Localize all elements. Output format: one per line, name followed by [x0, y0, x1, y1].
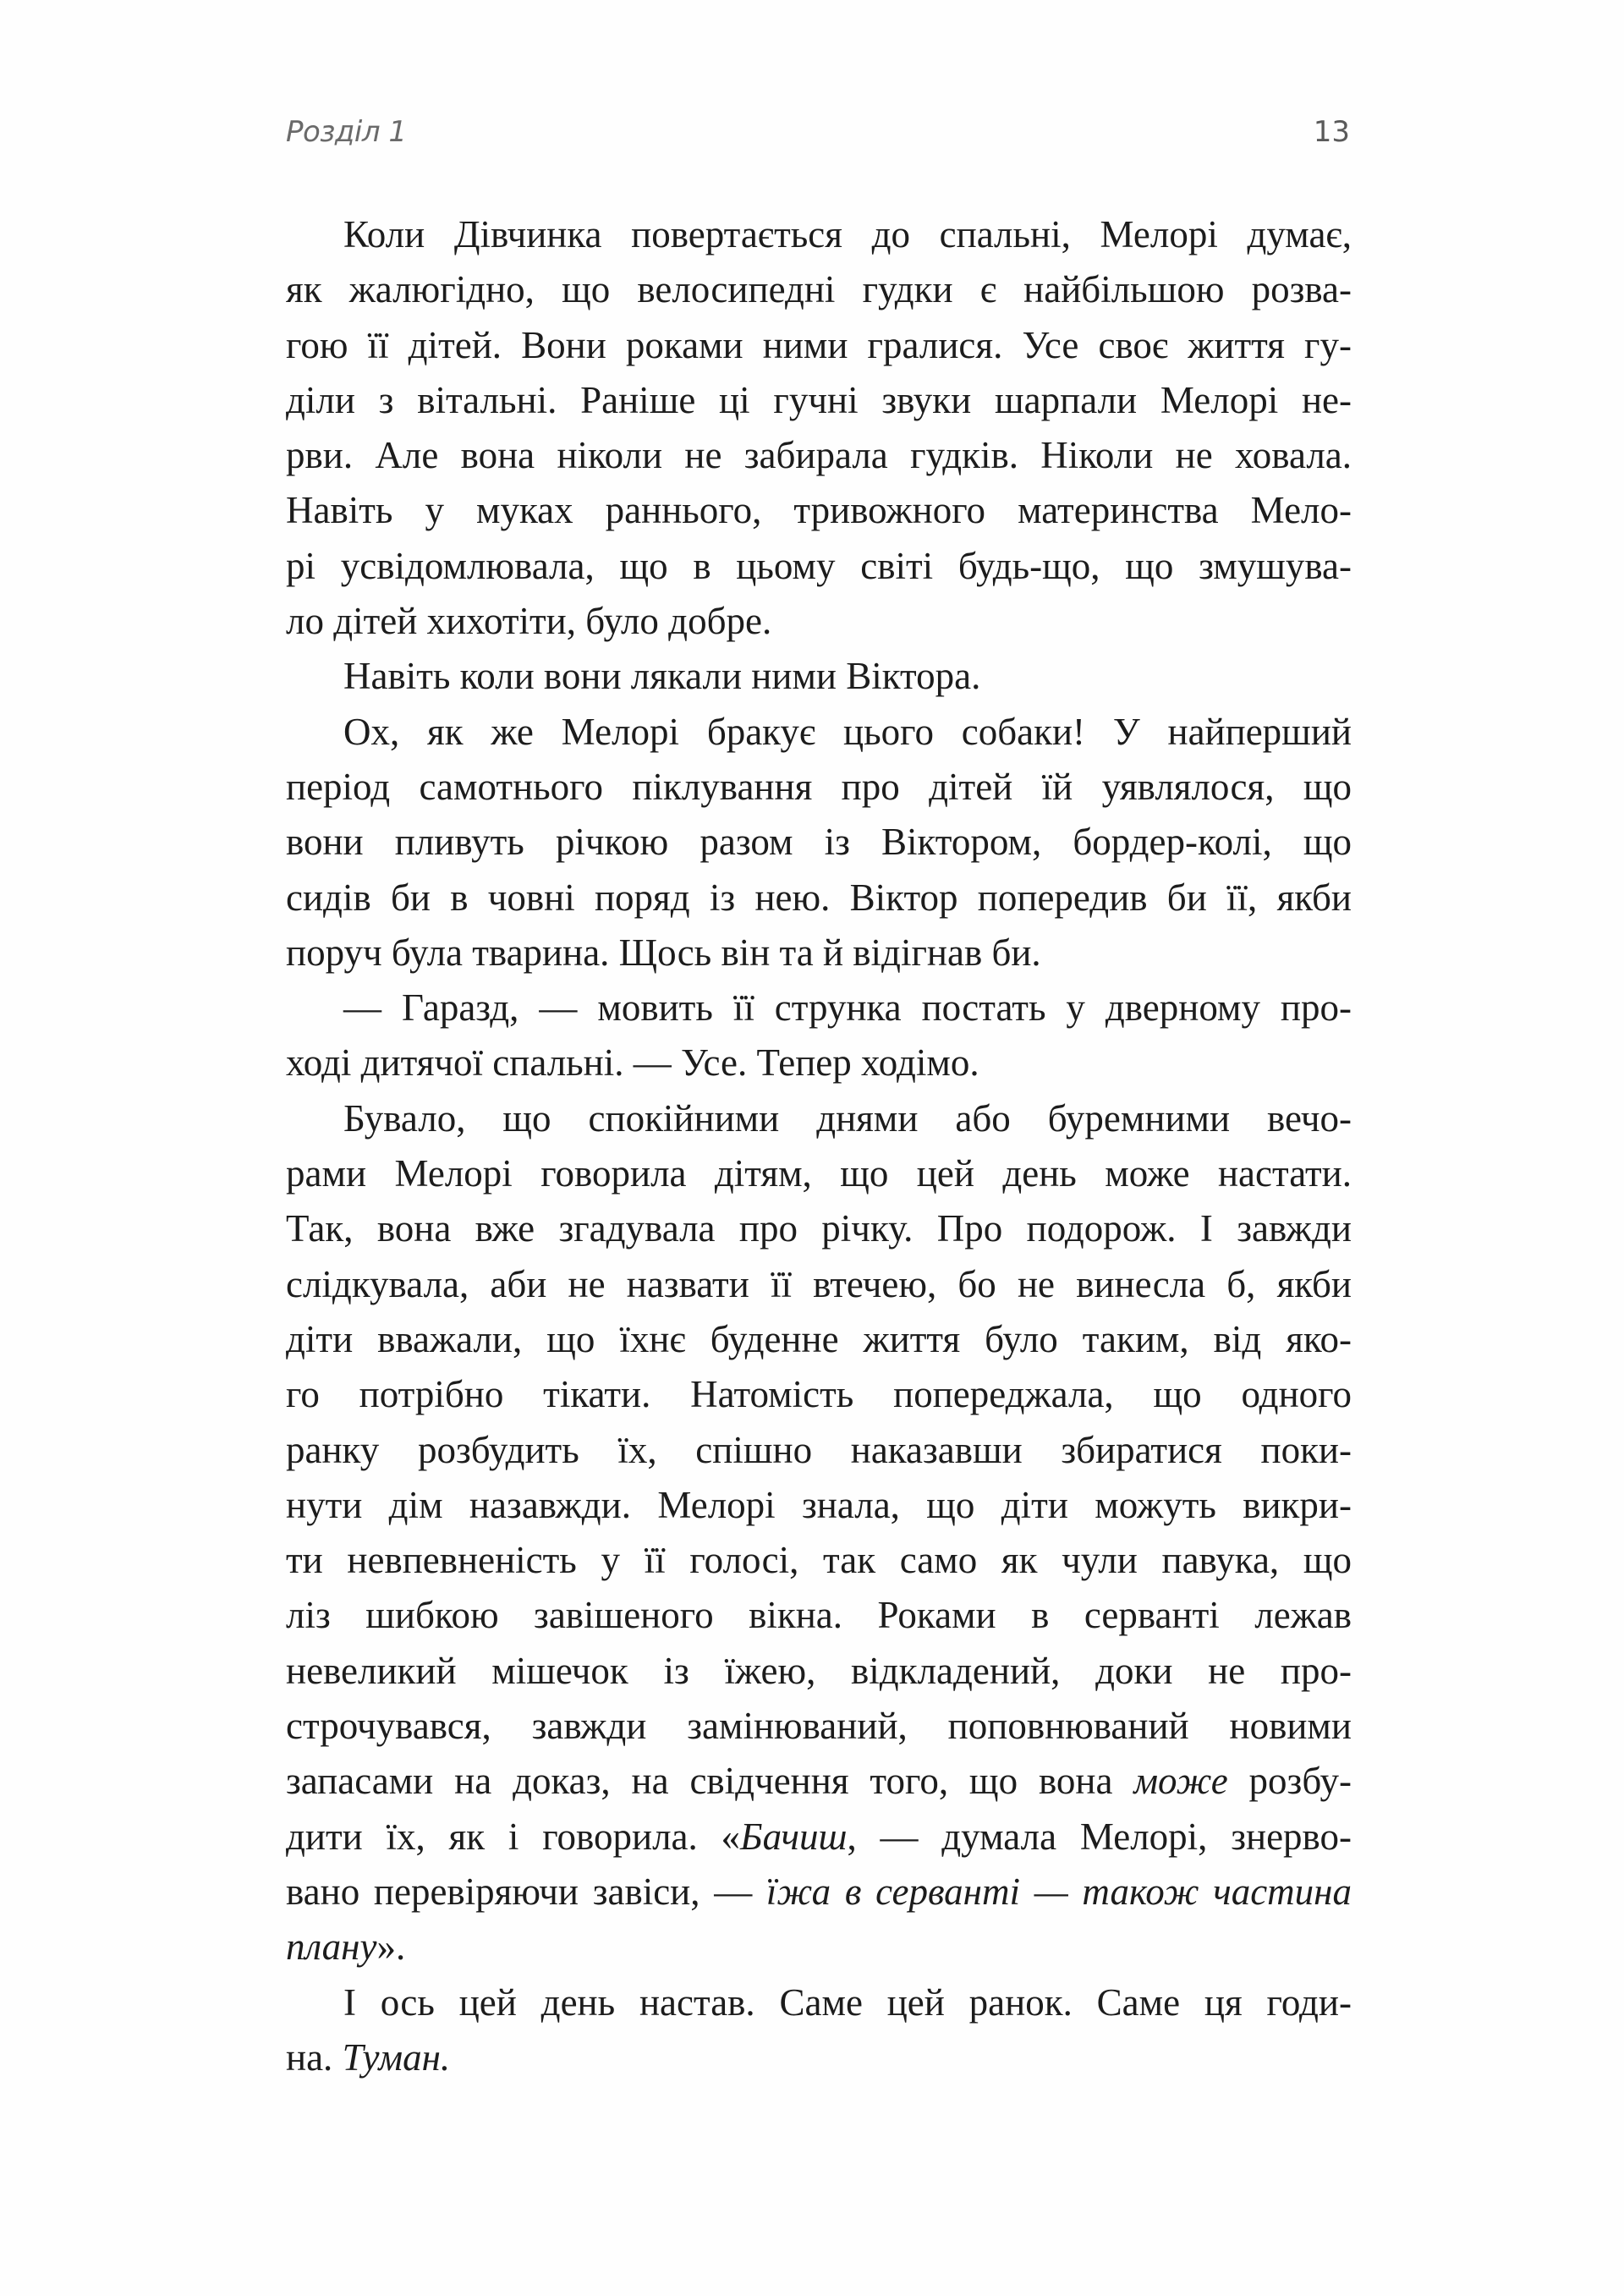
text-line: ти невпевненість у її голосі, так само як чули павука, що — [286, 1539, 1352, 1582]
text-line — [286, 1865, 1352, 1920]
text-line: ло дітей хихотіти, було добре. — [286, 600, 772, 643]
text-line: слідкувала, аби не назвати її втечею, бо не винесла б, якби — [286, 1262, 1352, 1305]
text-line: як жалюгідно, що велосипедні гудки є найбільшою розва- — [286, 268, 1352, 311]
italic-span: плану — [286, 1925, 377, 1969]
text-line — [286, 1754, 1352, 1809]
text-line: діти вважали, що їхнє буденне життя було таким, від яко- — [286, 1317, 1352, 1360]
text-line: Навіть у муках раннього, тривожного материнства Мело- — [286, 489, 1352, 532]
text-span: вано перевіряючи завіси, — — [286, 1870, 766, 1913]
text-line: поруч була тварина. Щось він та й відігнав би. — [286, 931, 1041, 974]
text-line: Бувало, що спокійними днями або буремними вечо- — [343, 1096, 1352, 1140]
text-span: запасами на доказ, на свідчення того, що вона — [286, 1760, 1134, 1803]
running-head: Розділ 1 — [286, 115, 407, 149]
text-line: сидів би в човні поряд із нею. Віктор попередив би її, якби — [286, 876, 1352, 919]
text-line: рви. Але вона ніколи не забирала гудків. Ніколи не ховала. — [286, 434, 1352, 477]
text-line: — Гаразд, — мовить її струнка постать у дверному про- — [343, 986, 1352, 1030]
text-span: дити їх, як і говорила. « — [286, 1815, 741, 1858]
text-line: діли з вітальні. Раніше ці гучні звуки шарпали Мелорі не- — [286, 378, 1352, 421]
text-line: Так, вона вже згадувала про річку. Про подорож. І завжди — [286, 1207, 1352, 1250]
italic-span: може — [1133, 1760, 1228, 1803]
text-line: рі усвідомлювала, що в цьому світі будь-що, що змушува- — [286, 544, 1352, 587]
text-line: го потрібно тікати. Натомість попереджала, що одного — [286, 1373, 1352, 1416]
text-span: , — думала Мелорі, знерво- — [847, 1815, 1352, 1858]
text-line: невеликий мішечок із їжею, відкладений, доки не про- — [286, 1649, 1352, 1692]
body-text — [286, 207, 1352, 2085]
text-line: Навіть коли вони лякали ними Віктора. — [343, 655, 981, 698]
italic-span: їжа в серванті — також частина — [765, 1870, 1352, 1913]
text-line: нути дім назавжди. Мелорі знала, що діти можуть викри- — [286, 1483, 1352, 1526]
page-number: 13 — [1313, 115, 1350, 149]
text-line: ранку розбудить їх, спішно наказавши збиратися поки- — [286, 1428, 1352, 1471]
text-line — [286, 1810, 1352, 1865]
text-line: ліз шибкою завішеного вікна. Роками в серванті лежав — [286, 1594, 1352, 1637]
text-line: ході дитячої спальні. — Усе. Тепер ходімо. — [286, 1041, 979, 1085]
text-span: ». — [376, 1925, 406, 1969]
text-span: розбу- — [1227, 1760, 1352, 1803]
text-line: період самотнього піклування про дітей їй уявлялося, що — [286, 765, 1352, 808]
italic-span: Бачиш — [740, 1815, 848, 1858]
text-line: рами Мелорі говорила дітям, що цей день може настати. — [286, 1152, 1352, 1195]
text-line — [286, 2030, 1352, 2085]
text-line: гою її дітей. Вони роками ними гралися. Усе своє життя гу- — [286, 323, 1352, 366]
text-line: І ось цей день настав. Саме цей ранок. Саме ця годи- — [343, 1980, 1352, 2024]
text-line: строчувався, завжди замінюваний, поповнюваний новими — [286, 1705, 1352, 1748]
text-line — [286, 1920, 1352, 1975]
text-line: Коли Дівчинка повертається до спальні, Мелорі думає, — [343, 213, 1352, 255]
text-span: на. — [286, 2035, 343, 2079]
italic-span: Туман. — [342, 2035, 451, 2079]
text-line: вони пливуть річкою разом із Віктором, бордер-колі, що — [286, 821, 1352, 864]
text-line: Ох, як же Мелорі бракує цього собаки! У найперший — [343, 710, 1352, 753]
